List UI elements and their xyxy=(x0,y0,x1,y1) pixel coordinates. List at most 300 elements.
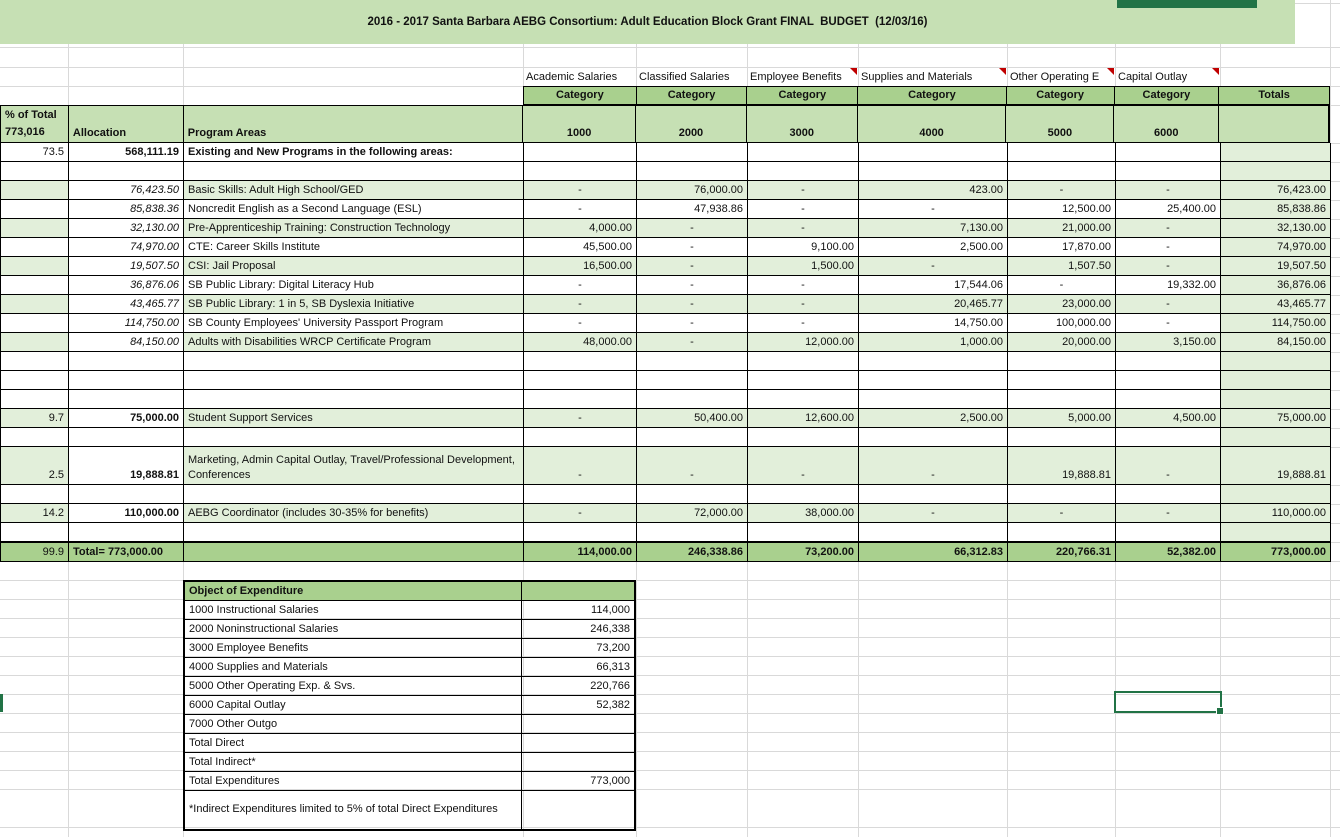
pct-cell[interactable] xyxy=(1,523,69,542)
expenditure-label-cell[interactable]: 4000 Supplies and Materials xyxy=(185,658,522,677)
program-cell[interactable]: Marketing, Admin Capital Outlay, Travel/Professional Development, Conferences xyxy=(184,447,524,485)
value-cell-3000[interactable]: 12,600.00 xyxy=(748,409,859,428)
program-cell[interactable]: Noncredit English as a Second Language (ESL) xyxy=(184,200,524,219)
value-cell-4000[interactable]: 1,000.00 xyxy=(859,333,1008,352)
value-cell-6000[interactable]: 4,500.00 xyxy=(1116,409,1221,428)
value-cell-2000[interactable] xyxy=(637,390,748,409)
code-header-5000[interactable]: 5000 xyxy=(1006,106,1114,142)
value-cell-2000[interactable]: - xyxy=(637,295,748,314)
object-table-row xyxy=(185,696,634,715)
category-cell[interactable]: Category xyxy=(1007,87,1115,104)
value-cell-4000[interactable]: 20,465.77 xyxy=(859,295,1008,314)
row-total-cell[interactable] xyxy=(1221,390,1331,409)
value-cell-5000[interactable]: 5,000.00 xyxy=(1008,409,1116,428)
program-row xyxy=(1,238,1331,257)
value-cell-2000[interactable] xyxy=(637,523,748,542)
value-cell-6000[interactable]: - xyxy=(1116,504,1221,523)
value-cell-5000[interactable]: - xyxy=(1008,276,1116,295)
value-cell-6000[interactable]: 52,382.00 xyxy=(1116,543,1221,562)
program-row xyxy=(1,276,1331,295)
row-total-cell[interactable]: 76,423.00 xyxy=(1221,181,1331,200)
program-cell[interactable]: Basic Skills: Adult High School/GED xyxy=(184,181,524,200)
value-cell-4000[interactable]: 423.00 xyxy=(859,181,1008,200)
program-cell[interactable] xyxy=(184,485,524,504)
allocation-cell[interactable]: 110,000.00 xyxy=(69,504,184,523)
pct-cell[interactable] xyxy=(1,371,69,390)
pct-cell[interactable] xyxy=(1,352,69,371)
value-cell-1000[interactable]: - xyxy=(524,276,637,295)
row-total-cell[interactable]: 74,970.00 xyxy=(1221,238,1331,257)
value-cell-1000[interactable] xyxy=(524,143,637,162)
allocation-cell[interactable]: Total= 773,000.00 xyxy=(69,543,184,562)
value-cell-3000[interactable]: - xyxy=(748,219,859,238)
expenditure-value-cell[interactable]: 66,313 xyxy=(522,658,634,677)
value-cell-1000[interactable]: - xyxy=(524,314,637,333)
value-cell-4000[interactable] xyxy=(859,352,1008,371)
value-cell-4000[interactable] xyxy=(859,162,1008,181)
program-cell[interactable]: Pre-Apprenticeship Training: Construction Technology xyxy=(184,219,524,238)
object-table-row xyxy=(185,601,634,620)
value-cell-1000[interactable] xyxy=(524,162,637,181)
value-cell-6000[interactable]: - xyxy=(1116,181,1221,200)
allocation-cell[interactable]: 84,150.00 xyxy=(69,333,184,352)
expenditure-label-cell[interactable]: 2000 Noninstructional Salaries xyxy=(185,620,522,639)
allocation-cell[interactable]: 74,970.00 xyxy=(69,238,184,257)
value-cell-5000[interactable] xyxy=(1008,352,1116,371)
expenditure-value-cell[interactable] xyxy=(522,753,634,772)
value-cell-5000[interactable]: 220,766.31 xyxy=(1008,543,1116,562)
row-total-cell[interactable]: 84,150.00 xyxy=(1221,333,1331,352)
program-row xyxy=(1,447,1331,485)
value-cell-3000[interactable] xyxy=(748,390,859,409)
program-row xyxy=(1,333,1331,352)
value-cell-6000[interactable] xyxy=(1116,428,1221,447)
pct-cell[interactable] xyxy=(1,181,69,200)
pct-cell[interactable]: 14.2 xyxy=(1,504,69,523)
row-total-cell[interactable]: 110,000.00 xyxy=(1221,504,1331,523)
program-cell[interactable]: Adults with Disabilities WRCP Certificate Program xyxy=(184,333,524,352)
program-cell[interactable]: SB Public Library: Digital Literacy Hub xyxy=(184,276,524,295)
value-cell-4000[interactable]: - xyxy=(859,447,1008,485)
value-cell-2000[interactable] xyxy=(637,143,748,162)
budget-title-text: 2016 - 2017 Santa Barbara AEBG Consortium: Adult Education Block Grant FINAL BUDGET (12/03/16) xyxy=(367,16,928,28)
program-cell[interactable] xyxy=(184,371,524,390)
value-cell-3000[interactable]: - xyxy=(748,181,859,200)
pct-cell[interactable]: 73.5 xyxy=(1,143,69,162)
allocation-cell[interactable]: 19,507.50 xyxy=(69,257,184,276)
value-cell-4000[interactable]: - xyxy=(859,504,1008,523)
value-cell-3000[interactable] xyxy=(748,371,859,390)
value-cell-2000[interactable] xyxy=(637,371,748,390)
group-label-1[interactable]: Academic Salaries xyxy=(526,71,618,83)
total-row xyxy=(1,542,1331,562)
value-cell-3000[interactable] xyxy=(748,143,859,162)
allocation-cell[interactable]: 36,876.06 xyxy=(69,276,184,295)
program-cell[interactable] xyxy=(184,543,524,562)
value-cell-3000[interactable]: 12,000.00 xyxy=(748,333,859,352)
program-row xyxy=(1,295,1331,314)
value-cell-2000[interactable]: 246,338.86 xyxy=(637,543,748,562)
value-cell-4000[interactable]: - xyxy=(859,200,1008,219)
pct-cell[interactable] xyxy=(1,390,69,409)
row-total-cell[interactable]: 19,507.50 xyxy=(1221,257,1331,276)
expenditure-label-cell[interactable]: Total Expenditures xyxy=(185,772,522,791)
expenditure-label-cell[interactable]: Total Indirect* xyxy=(185,753,522,772)
program-row xyxy=(1,409,1331,428)
program-cell[interactable]: Student Support Services xyxy=(184,409,524,428)
value-cell-2000[interactable]: - xyxy=(637,219,748,238)
object-of-expenditure-table xyxy=(183,580,636,831)
object-table-row xyxy=(185,677,634,696)
object-table-header-row xyxy=(185,582,634,601)
program-cell[interactable] xyxy=(184,428,524,447)
value-cell-3000[interactable]: - xyxy=(748,200,859,219)
value-cell-3000[interactable]: - xyxy=(748,314,859,333)
row-total-cell[interactable]: 75,000.00 xyxy=(1221,409,1331,428)
expenditure-label-cell[interactable]: 6000 Capital Outlay xyxy=(185,696,522,715)
value-cell-1000[interactable] xyxy=(524,523,637,542)
value-cell-6000[interactable]: - xyxy=(1116,447,1221,485)
value-cell-5000[interactable] xyxy=(1008,143,1116,162)
row-total-cell[interactable] xyxy=(1221,371,1331,390)
value-cell-6000[interactable] xyxy=(1116,390,1221,409)
value-cell-6000[interactable]: - xyxy=(1116,219,1221,238)
row-total-cell[interactable] xyxy=(1221,143,1331,162)
value-cell-3000[interactable] xyxy=(748,162,859,181)
footnote-value-cell[interactable] xyxy=(522,791,634,829)
footnote-cell[interactable]: *Indirect Expenditures limited to 5% of total Direct Expenditures xyxy=(185,791,522,829)
value-cell-5000[interactable] xyxy=(1008,485,1116,504)
row-total-cell[interactable]: 773,000.00 xyxy=(1221,543,1331,562)
expenditure-value-cell[interactable]: 73,200 xyxy=(522,639,634,658)
value-cell-6000[interactable]: - xyxy=(1116,257,1221,276)
value-cell-1000[interactable] xyxy=(524,428,637,447)
value-cell-1000[interactable]: 114,000.00 xyxy=(524,543,637,562)
value-cell-3000[interactable]: 38,000.00 xyxy=(748,504,859,523)
allocation-cell[interactable]: 114,750.00 xyxy=(69,314,184,333)
program-cell[interactable]: CSI: Jail Proposal xyxy=(184,257,524,276)
value-cell-2000[interactable]: - xyxy=(637,257,748,276)
row-total-cell[interactable] xyxy=(1221,428,1331,447)
object-table-row xyxy=(185,620,634,639)
blank-row xyxy=(1,371,1331,390)
value-cell-6000[interactable] xyxy=(1116,162,1221,181)
program-row xyxy=(1,143,1331,162)
value-cell-4000[interactable] xyxy=(859,143,1008,162)
value-cell-6000[interactable]: - xyxy=(1116,295,1221,314)
row-total-cell[interactable]: 36,876.06 xyxy=(1221,276,1331,295)
category-cell[interactable]: Category xyxy=(524,87,637,104)
value-cell-4000[interactable]: 14,750.00 xyxy=(859,314,1008,333)
allocation-cell[interactable]: 76,423.50 xyxy=(69,181,184,200)
row-total-cell[interactable]: 19,888.81 xyxy=(1221,447,1331,485)
value-cell-2000[interactable] xyxy=(637,485,748,504)
blank-row xyxy=(1,523,1331,542)
budget-table-body xyxy=(0,143,1331,562)
row-total-cell[interactable] xyxy=(1221,523,1331,542)
selected-cell[interactable] xyxy=(1114,691,1222,713)
group-label-4[interactable]: Supplies and Materials xyxy=(861,71,973,83)
totals-header-cell[interactable]: Totals xyxy=(1219,87,1329,104)
row-total-cell[interactable]: 32,130.00 xyxy=(1221,219,1331,238)
value-cell-3000[interactable] xyxy=(748,523,859,542)
value-cell-5000[interactable]: 23,000.00 xyxy=(1008,295,1116,314)
value-cell-1000[interactable]: 45,500.00 xyxy=(524,238,637,257)
value-cell-1000[interactable]: 16,500.00 xyxy=(524,257,637,276)
program-row xyxy=(1,181,1331,200)
expenditure-label-cell[interactable]: 5000 Other Operating Exp. & Svs. xyxy=(185,677,522,696)
object-table-row xyxy=(185,715,634,734)
row-total-cell[interactable] xyxy=(1221,352,1331,371)
expenditure-label-cell[interactable]: 3000 Employee Benefits xyxy=(185,639,522,658)
value-cell-5000[interactable]: 1,507.50 xyxy=(1008,257,1116,276)
expenditure-value-cell[interactable]: 246,338 xyxy=(522,620,634,639)
category-header-row xyxy=(523,86,1330,105)
value-cell-1000[interactable] xyxy=(524,390,637,409)
comment-indicator-icon xyxy=(1212,68,1219,75)
value-cell-6000[interactable]: 3,150.00 xyxy=(1116,333,1221,352)
value-cell-6000[interactable]: 25,400.00 xyxy=(1116,200,1221,219)
row-total-cell[interactable] xyxy=(1221,485,1331,504)
value-cell-3000[interactable]: 1,500.00 xyxy=(748,257,859,276)
value-cell-5000[interactable]: 21,000.00 xyxy=(1008,219,1116,238)
code-header-2000[interactable]: 2000 xyxy=(636,106,747,142)
left-selection-mark xyxy=(0,694,3,712)
pct-cell[interactable]: 2.5 xyxy=(1,447,69,485)
expenditure-value-cell[interactable]: 114,000 xyxy=(522,601,634,620)
program-areas-header[interactable]: Program Areas xyxy=(184,106,523,142)
budget-title-cell[interactable] xyxy=(0,0,1295,44)
object-table-header[interactable]: Object of Expenditure xyxy=(185,582,522,601)
value-cell-4000[interactable] xyxy=(859,485,1008,504)
blank-row xyxy=(1,390,1331,409)
program-cell[interactable]: CTE: Career Skills Institute xyxy=(184,238,524,257)
value-cell-4000[interactable]: 2,500.00 xyxy=(859,238,1008,257)
value-cell-2000[interactable]: - xyxy=(637,276,748,295)
value-cell-5000[interactable]: 12,500.00 xyxy=(1008,200,1116,219)
pct-cell[interactable]: 9.7 xyxy=(1,409,69,428)
value-cell-2000[interactable] xyxy=(637,352,748,371)
value-cell-5000[interactable]: 19,888.81 xyxy=(1008,447,1116,485)
object-table-header-value-cell[interactable] xyxy=(522,582,634,601)
value-cell-3000[interactable]: - xyxy=(748,276,859,295)
value-cell-1000[interactable] xyxy=(524,485,637,504)
program-cell[interactable] xyxy=(184,352,524,371)
value-cell-2000[interactable] xyxy=(637,428,748,447)
expenditure-label-cell[interactable]: 7000 Other Outgo xyxy=(185,715,522,734)
group-label-6[interactable]: Capital Outlay xyxy=(1118,71,1188,83)
allocation-cell[interactable]: 43,465.77 xyxy=(69,295,184,314)
value-cell-4000[interactable]: 66,312.83 xyxy=(859,543,1008,562)
value-cell-1000[interactable]: - xyxy=(524,295,637,314)
value-cell-3000[interactable] xyxy=(748,428,859,447)
value-cell-4000[interactable] xyxy=(859,428,1008,447)
row-total-cell[interactable] xyxy=(1221,162,1331,181)
value-cell-1000[interactable]: - xyxy=(524,447,637,485)
value-cell-5000[interactable]: - xyxy=(1008,504,1116,523)
value-cell-1000[interactable]: - xyxy=(524,409,637,428)
expenditure-value-cell[interactable] xyxy=(522,734,634,753)
value-cell-2000[interactable]: 76,000.00 xyxy=(637,181,748,200)
pct-cell[interactable] xyxy=(1,219,69,238)
value-cell-4000[interactable]: - xyxy=(859,257,1008,276)
value-cell-2000[interactable]: 50,400.00 xyxy=(637,409,748,428)
allocation-cell[interactable]: 85,838.36 xyxy=(69,200,184,219)
value-cell-5000[interactable]: 20,000.00 xyxy=(1008,333,1116,352)
allocation-cell[interactable] xyxy=(69,428,184,447)
code-header-4000[interactable]: 4000 xyxy=(858,106,1007,142)
row-total-cell[interactable]: 114,750.00 xyxy=(1221,314,1331,333)
pct-of-total-header[interactable]: % of Total 773,016 xyxy=(1,106,69,142)
code-header-6000[interactable]: 6000 xyxy=(1114,106,1219,142)
value-cell-6000[interactable] xyxy=(1116,371,1221,390)
comment-indicator-icon xyxy=(850,68,857,75)
value-cell-3000[interactable]: 73,200.00 xyxy=(748,543,859,562)
value-cell-2000[interactable]: - xyxy=(637,238,748,257)
object-table-row xyxy=(185,753,634,772)
expenditure-value-cell[interactable] xyxy=(522,715,634,734)
value-cell-4000[interactable]: 2,500.00 xyxy=(859,409,1008,428)
group-label-3[interactable]: Employee Benefits xyxy=(750,71,842,83)
blank-row xyxy=(1,352,1331,371)
program-row xyxy=(1,219,1331,238)
group-label-2[interactable]: Classified Salaries xyxy=(639,71,730,83)
pct-cell[interactable] xyxy=(1,162,69,181)
allocation-cell[interactable]: 32,130.00 xyxy=(69,219,184,238)
pct-cell[interactable] xyxy=(1,485,69,504)
category-cell[interactable]: Category xyxy=(1115,87,1220,104)
program-cell[interactable] xyxy=(184,390,524,409)
value-cell-5000[interactable] xyxy=(1008,162,1116,181)
allocation-cell[interactable] xyxy=(69,162,184,181)
category-cell[interactable]: Category xyxy=(858,87,1007,104)
comment-indicator-icon xyxy=(999,68,1006,75)
value-cell-4000[interactable]: 17,544.06 xyxy=(859,276,1008,295)
value-cell-6000[interactable] xyxy=(1116,143,1221,162)
value-cell-3000[interactable]: - xyxy=(748,447,859,485)
value-cell-2000[interactable]: - xyxy=(637,333,748,352)
expenditure-value-cell[interactable]: 52,382 xyxy=(522,696,634,715)
allocation-header[interactable]: Allocation xyxy=(69,106,184,142)
value-cell-1000[interactable] xyxy=(524,352,637,371)
expenditure-value-cell[interactable]: 220,766 xyxy=(522,677,634,696)
pct-cell[interactable] xyxy=(1,333,69,352)
value-cell-2000[interactable]: - xyxy=(637,447,748,485)
value-cell-5000[interactable] xyxy=(1008,390,1116,409)
value-cell-6000[interactable] xyxy=(1116,523,1221,542)
allocation-cell[interactable]: 75,000.00 xyxy=(69,409,184,428)
value-cell-1000[interactable]: 48,000.00 xyxy=(524,333,637,352)
object-table-footnote-row xyxy=(185,791,634,829)
allocation-cell[interactable] xyxy=(69,371,184,390)
allocation-cell[interactable]: 19,888.81 xyxy=(69,447,184,485)
code-header-1000[interactable]: 1000 xyxy=(523,106,636,142)
value-cell-6000[interactable] xyxy=(1116,352,1221,371)
allocation-cell[interactable] xyxy=(69,352,184,371)
blank-row xyxy=(1,162,1331,181)
value-cell-6000[interactable]: - xyxy=(1116,238,1221,257)
object-table-row xyxy=(185,639,634,658)
pct-cell[interactable] xyxy=(1,257,69,276)
row-total-cell[interactable]: 43,465.77 xyxy=(1221,295,1331,314)
comment-indicator-icon xyxy=(1107,68,1114,75)
top-selection-bar xyxy=(1117,0,1257,8)
expenditure-value-cell[interactable]: 773,000 xyxy=(522,772,634,791)
value-cell-4000[interactable] xyxy=(859,371,1008,390)
value-cell-3000[interactable]: - xyxy=(748,295,859,314)
value-cell-3000[interactable]: 9,100.00 xyxy=(748,238,859,257)
pct-cell[interactable] xyxy=(1,295,69,314)
pct-cell[interactable] xyxy=(1,276,69,295)
value-cell-2000[interactable]: 47,938.86 xyxy=(637,200,748,219)
program-cell[interactable]: AEBG Coordinator (includes 30-35% for benefits) xyxy=(184,504,524,523)
pct-cell[interactable] xyxy=(1,314,69,333)
object-table-row xyxy=(185,772,634,791)
pct-cell[interactable] xyxy=(1,428,69,447)
allocation-cell[interactable] xyxy=(69,390,184,409)
allocation-cell[interactable]: 568,111.19 xyxy=(69,143,184,162)
allocation-cell[interactable] xyxy=(69,523,184,542)
program-cell[interactable]: SB Public Library: 1 in 5, SB Dyslexia Initiative xyxy=(184,295,524,314)
value-cell-6000[interactable]: - xyxy=(1116,314,1221,333)
program-cell[interactable]: SB County Employees' University Passport Program xyxy=(184,314,524,333)
value-cell-5000[interactable]: 100,000.00 xyxy=(1008,314,1116,333)
value-cell-4000[interactable] xyxy=(859,390,1008,409)
expenditure-label-cell[interactable]: Total Direct xyxy=(185,734,522,753)
category-cell[interactable]: Category xyxy=(747,87,858,104)
value-cell-1000[interactable]: - xyxy=(524,200,637,219)
code-header-3000[interactable]: 3000 xyxy=(747,106,858,142)
group-label-5[interactable]: Other Operating E xyxy=(1010,71,1100,83)
value-cell-2000[interactable]: - xyxy=(637,314,748,333)
value-cell-5000[interactable] xyxy=(1008,523,1116,542)
row-total-cell[interactable]: 85,838.86 xyxy=(1221,200,1331,219)
blank-row xyxy=(1,485,1331,504)
program-cell[interactable] xyxy=(184,162,524,181)
expenditure-label-cell[interactable]: 1000 Instructional Salaries xyxy=(185,601,522,620)
value-cell-5000[interactable] xyxy=(1008,371,1116,390)
value-cell-5000[interactable]: - xyxy=(1008,181,1116,200)
value-cell-5000[interactable] xyxy=(1008,428,1116,447)
value-cell-2000[interactable]: 72,000.00 xyxy=(637,504,748,523)
pct-cell[interactable] xyxy=(1,200,69,219)
value-cell-1000[interactable]: - xyxy=(524,504,637,523)
object-table-row xyxy=(185,658,634,677)
value-cell-6000[interactable] xyxy=(1116,485,1221,504)
value-cell-4000[interactable]: 7,130.00 xyxy=(859,219,1008,238)
allocation-cell[interactable] xyxy=(69,485,184,504)
program-cell[interactable]: Existing and New Programs in the following areas: xyxy=(184,143,524,162)
totals-column-header-cell[interactable] xyxy=(1219,106,1329,142)
program-cell[interactable] xyxy=(184,523,524,542)
program-row xyxy=(1,504,1331,523)
category-cell[interactable]: Category xyxy=(637,87,748,104)
pct-cell[interactable] xyxy=(1,238,69,257)
pct-cell[interactable]: 99.9 xyxy=(1,543,69,562)
value-cell-3000[interactable] xyxy=(748,352,859,371)
value-cell-4000[interactable] xyxy=(859,523,1008,542)
value-cell-5000[interactable]: 17,870.00 xyxy=(1008,238,1116,257)
fill-handle-icon[interactable] xyxy=(1216,707,1224,715)
program-row xyxy=(1,257,1331,276)
blank-row xyxy=(1,428,1331,447)
value-cell-1000[interactable] xyxy=(524,371,637,390)
value-cell-2000[interactable] xyxy=(637,162,748,181)
value-cell-1000[interactable]: - xyxy=(524,181,637,200)
value-cell-6000[interactable]: 19,332.00 xyxy=(1116,276,1221,295)
value-cell-1000[interactable]: 4,000.00 xyxy=(524,219,637,238)
value-cell-3000[interactable] xyxy=(748,485,859,504)
